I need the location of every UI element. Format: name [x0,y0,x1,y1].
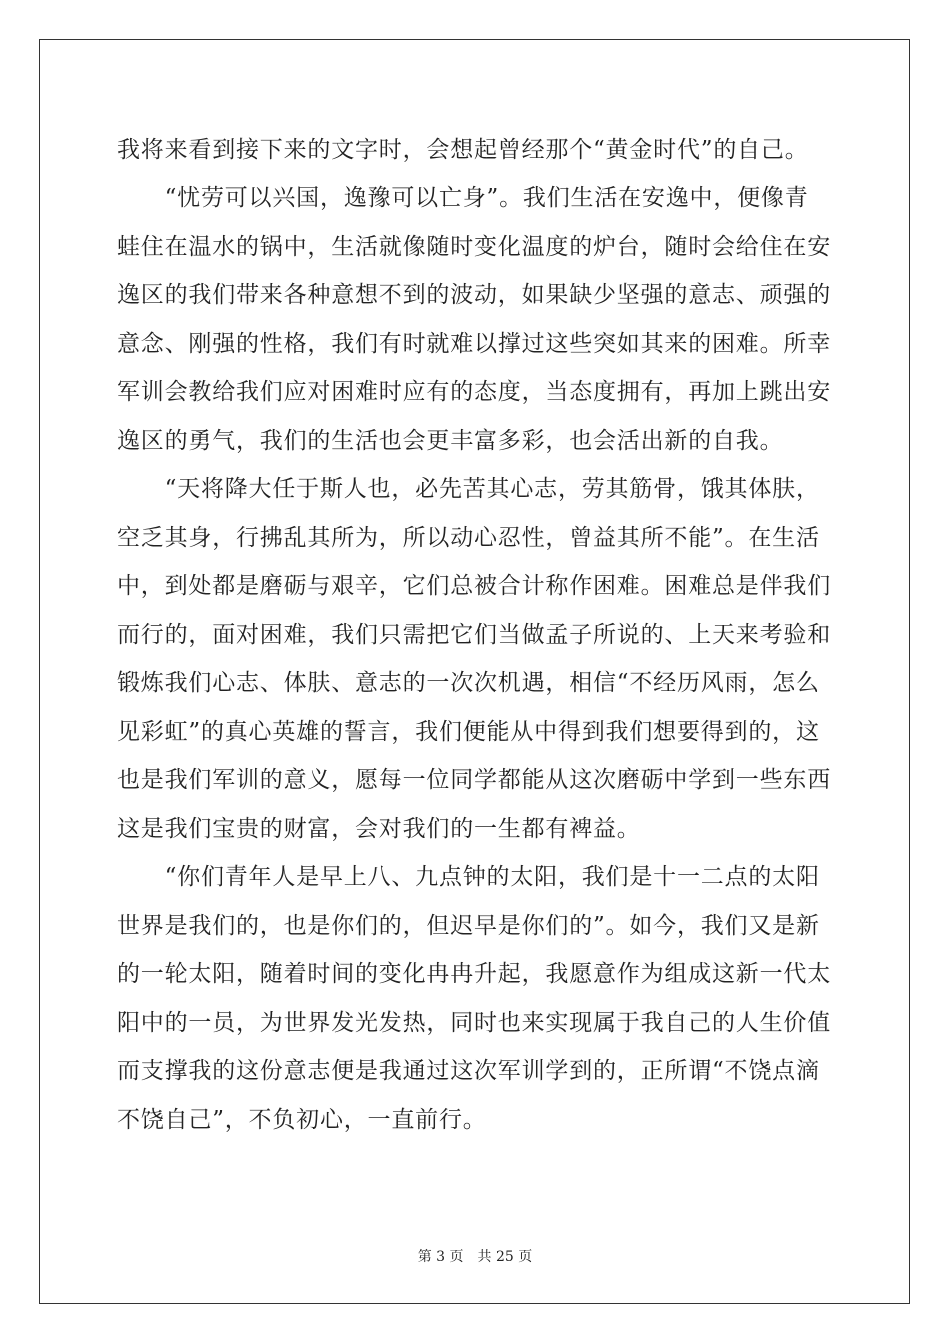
body-line: 而行的，面对困难，我们只需把它们当做孟子所说的、上天来考验和 [117,622,831,648]
body-line: 蛙住在温水的锅中，生活就像随时变化温度的炉台，随时会给住在安 [117,234,831,260]
body-line: 的一轮太阳，随着时间的变化冉冉升起，我愿意作为组成这新一代太 [117,961,831,987]
body-line: 这是我们宝贵的财富，会对我们的一生都有裨益。 [117,816,641,842]
body-line: 见彩虹”的真心英雄的誓言，我们便能从中得到我们想要得到的，这 [117,719,820,745]
body-line: “你们青年人是早上八、九点钟的太阳，我们是十一二点的太阳 [117,864,820,890]
body-line: 逸区的勇气，我们的生活也会更丰富多彩，也会活出新的自我。 [117,428,784,454]
body-line: 也是我们军训的意义，愿每一位同学都能从这次磨砺中学到一些东西 [117,767,831,793]
body-line: 不饶自己”，不负初心，一直前行。 [117,1107,487,1133]
body-line: 军训会教给我们应对困难时应有的态度，当态度拥有，再加上跳出安 [117,379,831,405]
body-line: 世界是我们的，也是你们的，但迟早是你们的”。如今，我们又是新 [117,913,820,939]
body-line: “忧劳可以兴国，逸豫可以亡身”。我们生活在安逸中，便像青 [117,185,809,211]
body-line: 中，到处都是磨砺与艰辛，它们总被合计称作困难。困难总是伴我们 [117,573,831,599]
body-line: “天将降大任于斯人也，必先苦其心志，劳其筋骨，饿其体肤， [117,476,820,502]
body-line: 意念、刚强的性格，我们有时就难以撑过这些突如其来的困难。所幸 [117,331,831,357]
body-line: 阳中的一员，为世界发光发热，同时也来实现属于我自己的人生价值 [117,1010,831,1036]
body-line: 逸区的我们带来各种意想不到的波动，如果缺少坚强的意志、顽强的 [117,282,831,308]
body-line: 而支撑我的这份意志便是我通过这次军训学到的，正所谓“不饶点滴 [117,1058,820,1084]
body-line: 空乏其身，行拂乱其所为，所以动心忍性，曾益其所不能”。在生活 [117,525,820,551]
body-line: 锻炼我们心志、体肤、意志的一次次机遇，相信“不经历风雨，怎么 [117,670,820,696]
page-number-footer: 第 3 页 共 25 页 [417,1249,533,1265]
body-line: 我将来看到接下来的文字时，会想起曾经那个“黄金时代”的自己。 [117,137,809,163]
